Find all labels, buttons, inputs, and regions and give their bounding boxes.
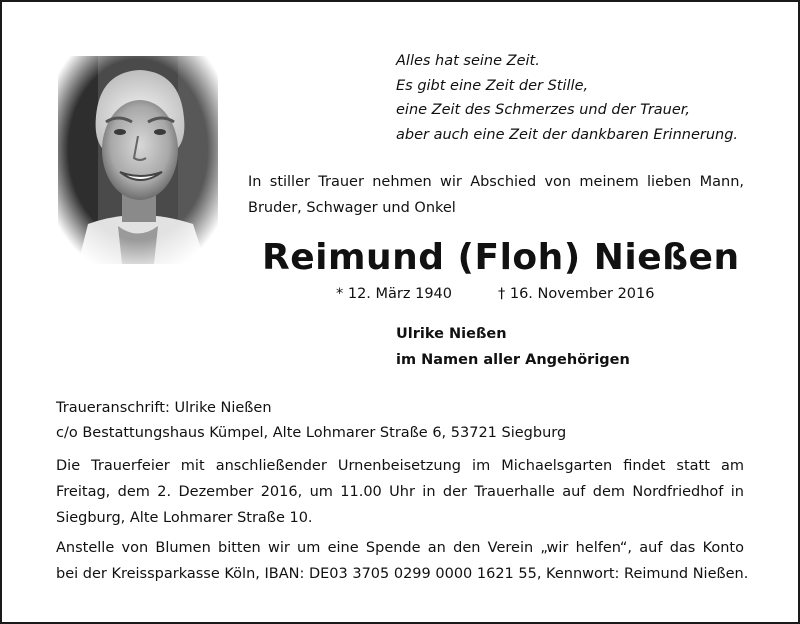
poem-line: Es gibt eine Zeit der Stille, [396,77,589,94]
portrait-photo [58,56,218,264]
mourning-address [56,396,566,446]
deceased-name: Reimund (Floh) Nießen [262,237,740,278]
signature-on-behalf: im Namen aller Angehörigen [396,352,630,368]
intro-line: In stiller Trauer nehmen wir Abschied von meinem lieben Mann, [248,174,744,190]
intro-text [248,169,744,221]
poem-line: aber auch eine Zeit der dankbaren Erinnerung. [396,126,739,143]
ceremony-line: Siegburg, Alte Lohmarer Straße 10. [56,510,313,526]
portrait-image [58,56,218,264]
address-line: c/o Bestattungshaus Kümpel, Alte Lohmarer Straße 6, 53721 Siegburg [56,425,567,441]
signature [396,321,630,373]
intro-line: Bruder, Schwager und Onkel [248,200,456,216]
ceremony-paragraph [56,453,744,531]
ceremony-line: Die Trauerfeier mit anschließender Urnenbeisetzung im Michaelsgarten findet statt am [56,458,744,474]
donation-paragraph [56,535,749,587]
address-line: Traueranschrift: Ulrike Nießen [56,400,272,416]
death-date: † 16. November 2016 [498,286,655,302]
donation-line: bei der Kreissparkasse Köln, IBAN: DE03 3705 0299 0000 1621 55, Kennwort: Reimund Nießen. [56,566,749,582]
birth-date: * 12. März 1940 [336,286,453,302]
poem-line: Alles hat seine Zeit. [396,53,540,69]
signature-name: Ulrike Nießen [396,326,507,342]
poem [396,49,738,147]
poem-line: eine Zeit des Schmerzes und der Trauer, [396,102,691,118]
donation-line: Anstelle von Blumen bitten wir um eine Spende an den Verein „wir helfen“, auf das Konto [56,540,744,556]
ceremony-line: Freitag, dem 2. Dezember 2016, um 11.00 Uhr in der Trauerhalle auf dem Nordfriedhof in [56,484,744,500]
